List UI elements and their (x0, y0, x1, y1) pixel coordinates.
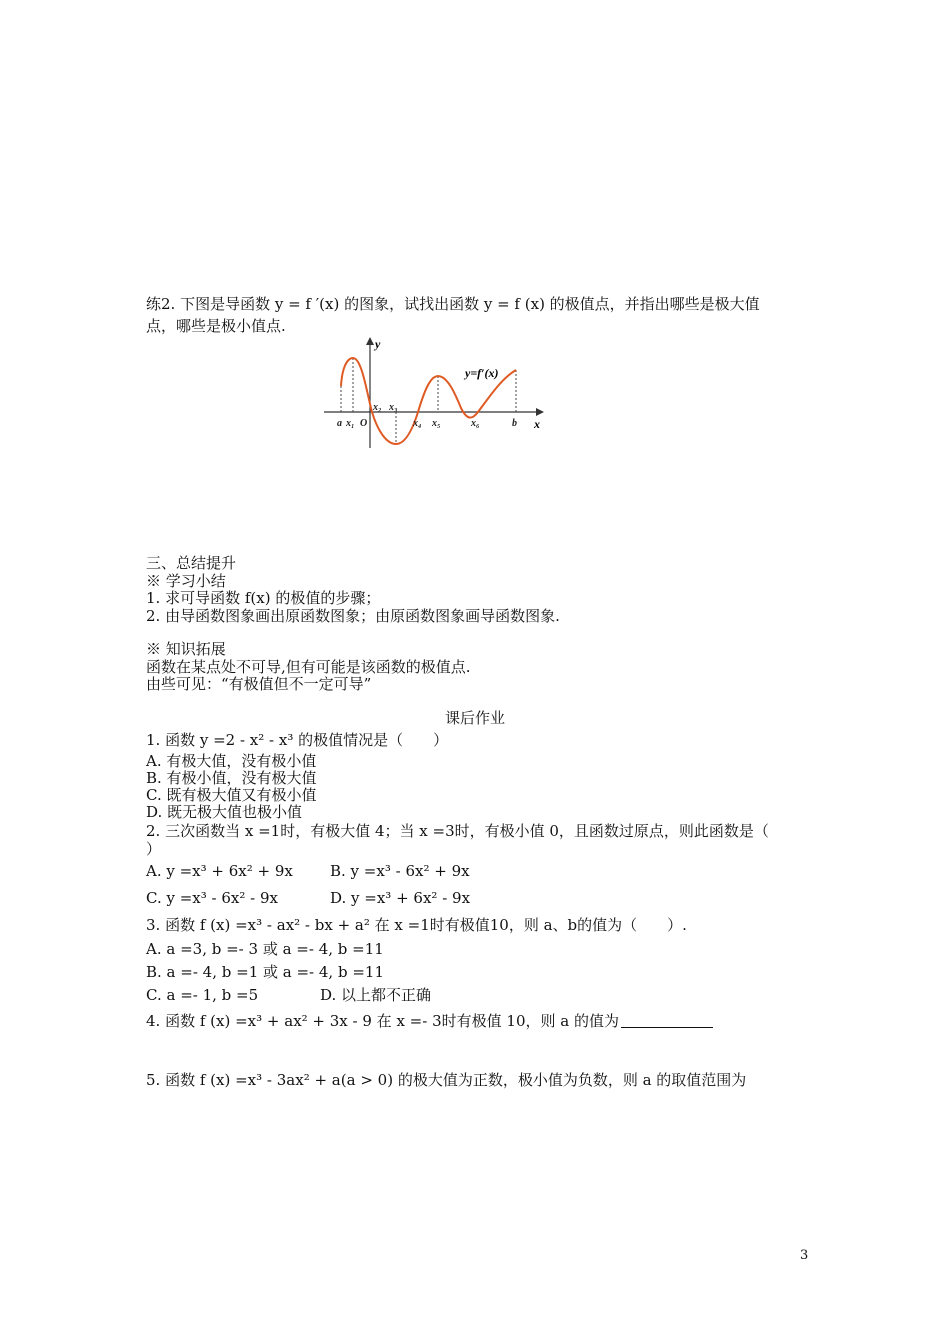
q1-option-a: A. 有极大值，没有极小值 (146, 752, 317, 770)
tick-label-a: a (337, 418, 342, 429)
tick-label-x3: x₃ (389, 402, 398, 413)
extension-line-2: 由些可见：“有极值但不一定可导” (146, 675, 372, 693)
tick-label-b: b (512, 418, 517, 429)
q3-option-d: D. 以上都不正确 (320, 986, 432, 1004)
x-axis-arrow-icon (536, 408, 544, 416)
q1-option-d: D. 既无极大值也极小值 (146, 803, 303, 821)
tick-label-O: O (360, 418, 368, 429)
page-number: 3 (800, 1248, 809, 1263)
q3-option-a: A. a =3, b =- 3 或 a =- 4, b =11 (146, 940, 384, 958)
q2-option-a: A. y =x³ + 6x² + 9x (146, 862, 293, 880)
y-axis-arrow-icon (366, 337, 374, 345)
exercise-2-line2: 点，哪些是极小值点. (146, 317, 286, 335)
q2-option-d: D. y =x³ + 6x² - 9x (330, 889, 471, 907)
q1-option-c: C. 既有极大值又有极小值 (146, 786, 317, 804)
q2-stem: 2. 三次函数当 x =1时，有极大值 4；当 x =3时，有极小值 0，且函数过原点，则此函数是（ (146, 822, 769, 840)
summary-item-1: 1. 求可导函数 f(x) 的极值的步骤； (146, 589, 381, 607)
exercise-2-line1: 练2. 下图是导函数 y = f ′(x) 的图象，试找出函数 y = f (x) 的极值点，并指出哪些是极大值 (146, 295, 760, 313)
y-axis-label: y (375, 337, 381, 351)
summary-item-2: 2. 由导函数图象画出原函数图象；由原函数图象画导函数图象. (146, 607, 560, 625)
q4-answer-blank[interactable] (621, 1013, 713, 1028)
summary-subheading: ※ 学习小结 (146, 572, 226, 590)
q2-stem-end: ） (146, 840, 162, 858)
derivative-graph (320, 334, 550, 452)
summary-heading: 三、总结提升 (146, 554, 237, 572)
tick-label-x5: x₅ (432, 418, 441, 429)
tick-label-x2: x₂ (373, 402, 382, 413)
tick-label-x1: x₁ (346, 418, 355, 429)
tick-label-x6: x₆ (471, 418, 480, 429)
homework-title: 课后作业 (444, 709, 505, 727)
x-axis-label: x (534, 417, 540, 431)
curve-label: y=f′(x) (465, 366, 499, 380)
q1-stem: 1. 函数 y =2 - x² - x³ 的极值情况是（ ） (146, 731, 449, 749)
extension-heading: ※ 知识拓展 (146, 640, 226, 658)
q4-stem: 4. 函数 f (x) =x³ + ax² + 3x - 9 在 x =- 3时有极值 10，则 a 的值为 (146, 1012, 619, 1030)
q3-option-c: C. a =- 1, b =5 (146, 986, 259, 1004)
q2-option-c: C. y =x³ - 6x² - 9x (146, 889, 278, 907)
q5-stem: 5. 函数 f (x) =x³ - 3ax² + a(a > 0) 的极大值为正数，极小值为负数，则 a 的取值范围为 (146, 1071, 747, 1089)
q4-line (146, 1012, 713, 1030)
q1-option-b: B. 有极小值，没有极大值 (146, 769, 317, 787)
q2-option-b: B. y =x³ - 6x² + 9x (330, 862, 470, 880)
tick-label-x4: x₄ (413, 418, 422, 429)
q3-option-b: B. a =- 4, b =1 或 a =- 4, b =11 (146, 963, 384, 981)
extension-line-1: 函数在某点处不可导,但有可能是该函数的极值点. (146, 658, 471, 676)
q3-stem: 3. 函数 f (x) =x³ - ax² - bx + a² 在 x =1时有极值10，则 a、b的值为（ ）. (146, 916, 687, 934)
